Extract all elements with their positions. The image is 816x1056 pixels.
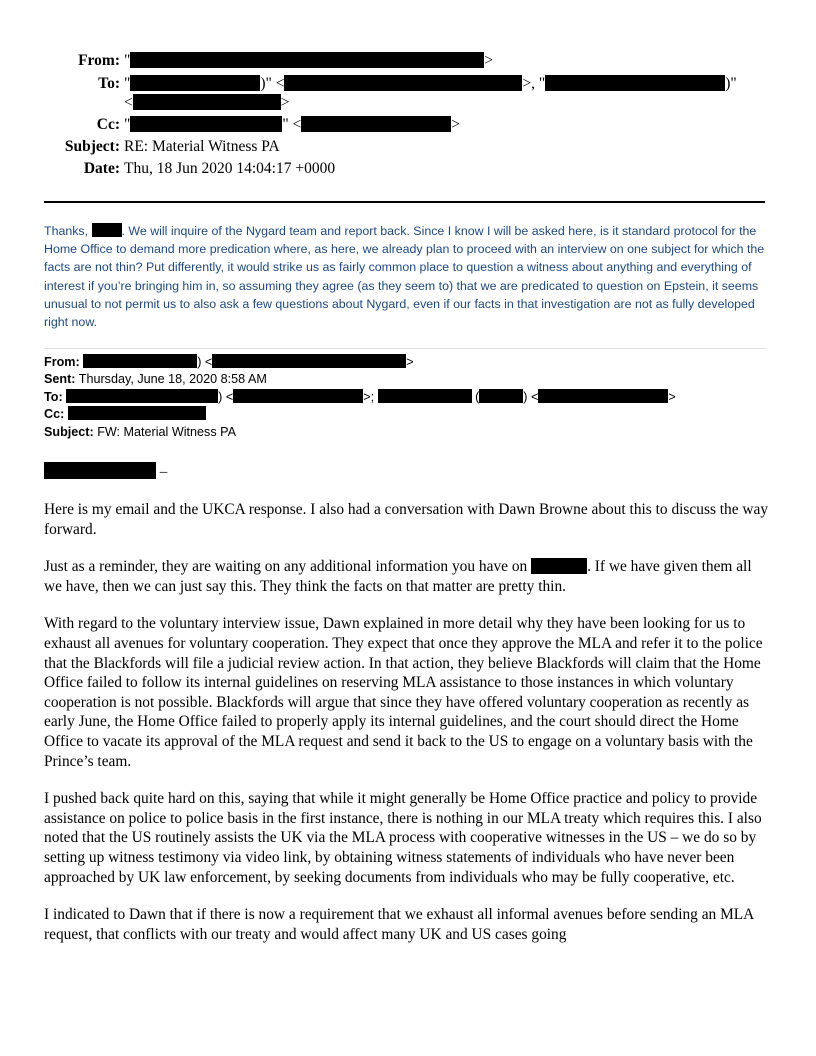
- body-paragraph-1: Here is my email and the UKCA response. I also had a conversation with Dawn Browne about this to discuss the way forward.: [44, 501, 769, 538]
- redaction: [212, 354, 406, 368]
- fwd-cc-row: [44, 406, 774, 423]
- redaction: [44, 462, 156, 479]
- subject-label: Subject:: [64, 138, 120, 155]
- subject-value: RE: Material Witness PA: [124, 138, 280, 155]
- body-paragraph-5: I indicated to Dawn that if there is now a requirement that we exhaust all informal avenues before sending an MLA request, that conflicts with our treaty and would affect many UK and US cases going: [44, 906, 754, 943]
- fwd-sent-value: Thursday, June 18, 2020 8:58 AM: [78, 372, 267, 387]
- redaction: [133, 94, 281, 110]
- redaction: [66, 389, 218, 403]
- fwd-to-row: To: ) < >; ( ) < >: [44, 389, 676, 404]
- message-divider: [44, 348, 766, 349]
- redaction: [130, 52, 484, 68]
- reply-message: [44, 222, 766, 331]
- reply-text: . We will inquire of the Nygard team and report back. Since I know I will be asked here, is it standard protocol for the Home Office to demand more predication where, as here, we already plan to proceed with an interview on one subject for which the facts are not thin? Put differently, it would strike us as fairly common place to question a witness about anything and everything of interest if you’re bringing him in, so assuming they agree (as they seem to) that we are predicated to question on Epstein, it seems unusual to not permit us to also ask a few questions about Nygard, even if our facts in that investigation are not as fully developed right now.: [44, 224, 765, 330]
- body-paragraph-3: With regard to the voluntary interview issue, Dawn explained in more detail why they have been looking for us to exhaust all avenues for voluntary cooperation. They expect that once they approve the MLA and refer it to the police that the Blackfords will file a judicial review action. In that action, they believe Blackfords will claim that the Home Office failed to follow its internal guidelines on reserving MLA assistance to those instances in which voluntary cooperation is not possible. Blackfords will argue that since they have offered voluntary cooperation as recently as early June, the Home Office failed to properly apply its internal guidelines, and the court should direct the Home Office to vacate its approval of the MLA request and send it back to the US to engage on a voluntary basis with the Prince’s team.: [44, 615, 763, 770]
- redaction: [545, 75, 725, 91]
- to-label: To:: [98, 75, 120, 92]
- redaction: [301, 116, 451, 132]
- fwd-from-label: From:: [44, 355, 80, 369]
- reply-greeting: Thanks,: [44, 224, 89, 238]
- body-greeting: –: [44, 462, 167, 481]
- body-paragraph-2: Just as a reminder, they are waiting on any additional information you have on . If we have given them all we have, then we can just say this. They think the facts on that matter are pretty thin.: [44, 558, 752, 595]
- forwarded-header: [44, 354, 774, 441]
- fwd-sent-label: Sent:: [44, 372, 76, 387]
- redaction: [233, 389, 363, 403]
- redaction: [130, 116, 282, 132]
- date-label: Date:: [83, 160, 120, 177]
- cc-label: Cc:: [96, 116, 120, 133]
- from-label: From:: [78, 52, 120, 69]
- fwd-to-label: To:: [44, 389, 63, 404]
- fwd-subject-label: Subject:: [44, 424, 94, 439]
- redaction: [92, 223, 122, 237]
- redaction: [83, 354, 197, 368]
- redaction: [68, 406, 206, 420]
- redaction: [284, 75, 522, 91]
- email-body: [44, 500, 772, 962]
- redaction: [378, 389, 472, 403]
- fwd-sent-row: [44, 371, 774, 388]
- cc-value: " " < >: [124, 116, 461, 133]
- to-value: " )" < >, " )": [124, 75, 737, 92]
- fwd-cc-label: Cc:: [44, 407, 65, 422]
- header-divider: [44, 201, 765, 203]
- body-paragraph-4: I pushed back quite hard on this, saying that while it might generally be Home Office practice and policy to provide assistance on police to police basis in the first instance, there is nothing in our MLA treaty which requires this. I also noted that the US routinely assists the UK via the MLA process with cooperative witnesses in the US – we do so by setting up witness testimony via video link, by obtaining witness statements of individuals who have never been approached by UK law enforcement, by seeking documents from individuals who may be fully cooperative, etc.: [44, 790, 762, 886]
- date-value: Thu, 18 Jun 2020 14:04:17 +0000: [124, 160, 336, 177]
- redaction: [479, 389, 523, 403]
- redaction: [538, 389, 668, 403]
- redaction: [130, 75, 260, 91]
- fwd-from-row: From: ) < >: [44, 355, 414, 369]
- fwd-subject-row: [44, 424, 774, 441]
- fwd-subject-value: FW: Material Witness PA: [97, 424, 236, 439]
- redaction: [531, 558, 587, 574]
- from-value: " >: [124, 52, 494, 69]
